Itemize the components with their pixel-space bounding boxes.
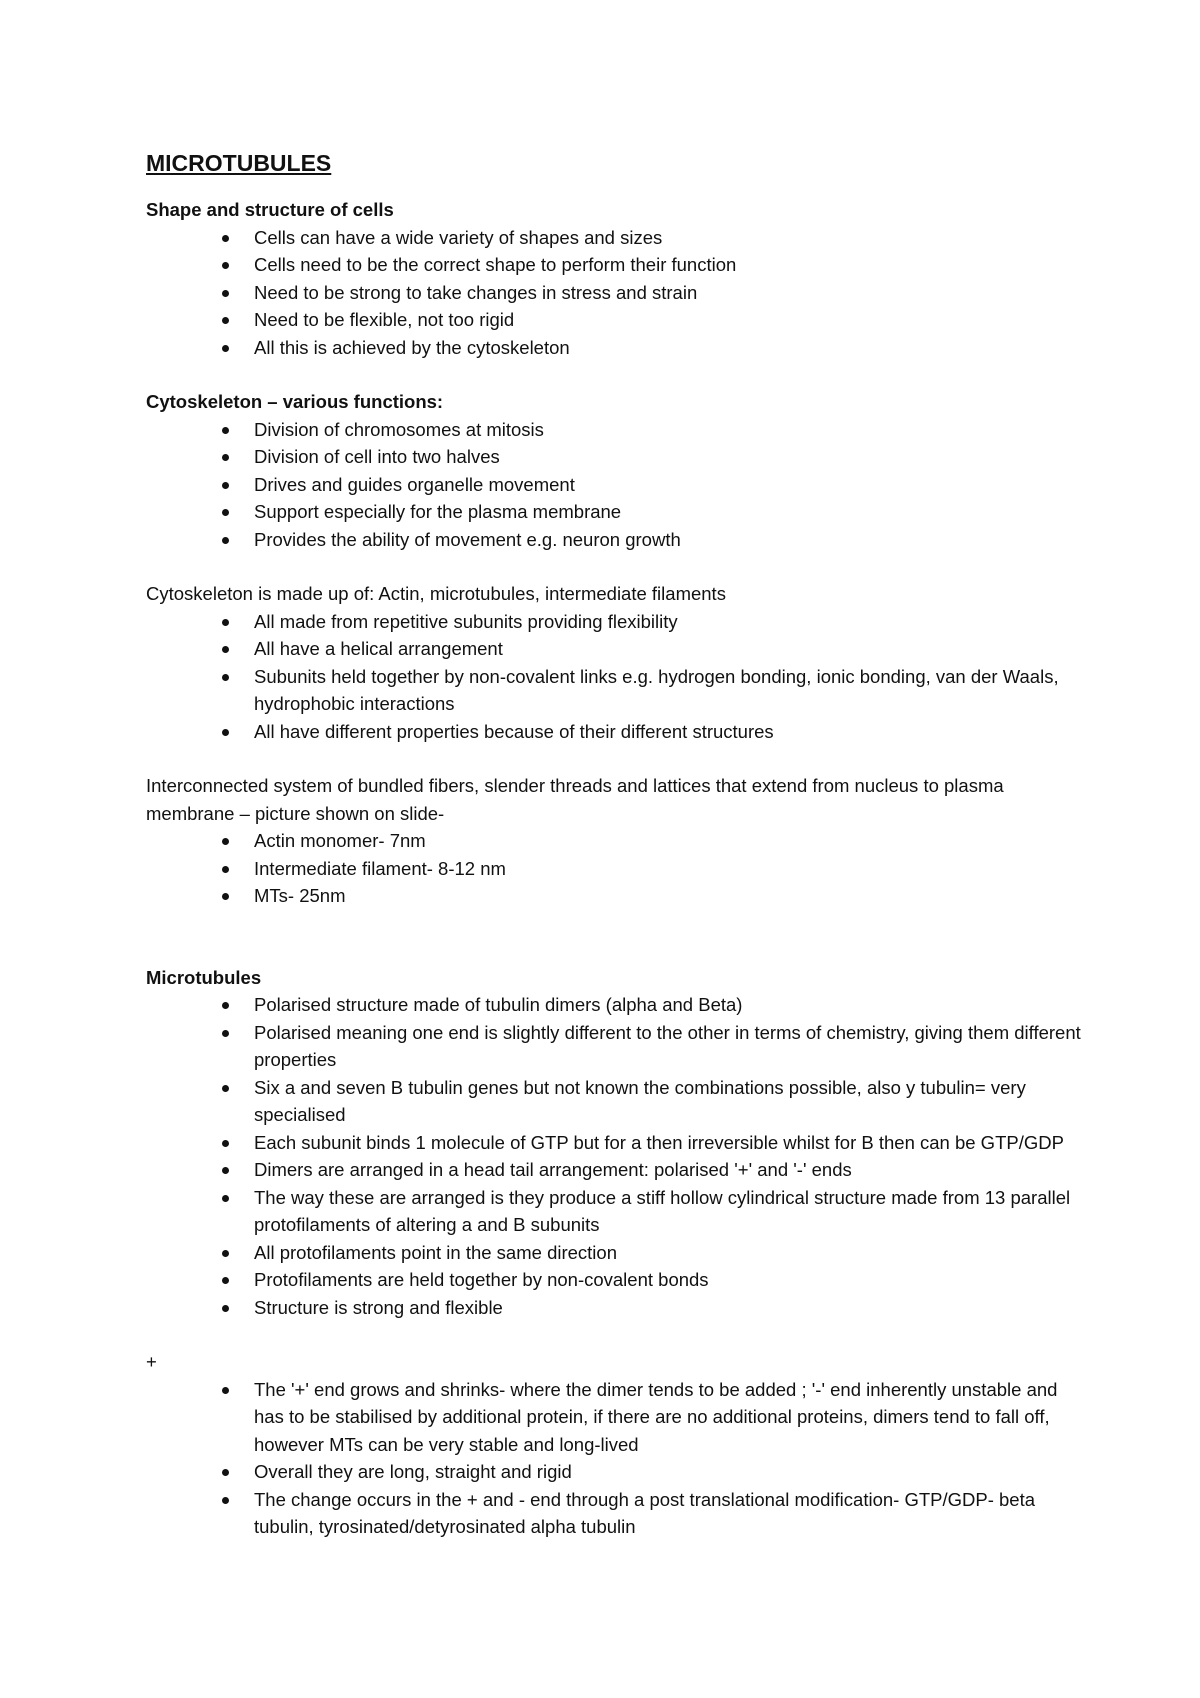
bullet-item: All this is achieved by the cytoskeleton: [146, 334, 1086, 362]
bullet-item: Need to be flexible, not too rigid: [146, 306, 1086, 334]
spacer: [146, 1321, 1086, 1348]
section-heading-cytoskeleton-functions: Cytoskeleton – various functions:: [146, 391, 444, 412]
spacer: [146, 361, 1086, 388]
bullet-item: Each subunit binds 1 molecule of GTP but for a then irreversible whilst for B then can be GTP/GDP: [146, 1129, 1086, 1157]
bullet-item: The way these are arranged is they produce a stiff hollow cylindrical structure made from 13 parallel protofilaments of altering a and B subunits: [146, 1184, 1086, 1239]
bullet-item: Dimers are arranged in a head tail arrangement: polarised '+' and '-' ends: [146, 1156, 1086, 1184]
bullet-item: All made from repetitive subunits providing flexibility: [146, 608, 1086, 636]
section-heading-cytoskeleton-composition: Cytoskeleton is made up of: Actin, microtubules, intermediate filaments: [146, 583, 726, 604]
section-heading-microtubules: Microtubules: [146, 966, 262, 988]
bullet-item: Polarised structure made of tubulin dimers (alpha and Beta): [146, 991, 1086, 1019]
bullet-item: Six a and seven B tubulin genes but not known the combinations possible, also y tubulin= very specialised: [146, 1074, 1086, 1129]
bullet-item: All protofilaments point in the same direction: [146, 1239, 1086, 1267]
section-heading-interconnected-system: Interconnected system of bundled fibers, slender threads and lattices that extend from nucleus to plasma membrane – picture shown on slide-: [146, 775, 1004, 824]
bullet-item: Overall they are long, straight and rigid: [146, 1458, 1086, 1486]
spacer: [146, 745, 1086, 772]
bullet-list-plus-end: [146, 1376, 1086, 1541]
bullet-item: MTs- 25nm: [146, 882, 1086, 910]
bullet-item: Polarised meaning one end is slightly different to the other in terms of chemistry, giving them different properties: [146, 1019, 1086, 1074]
bullet-list-cytoskeleton-composition: [146, 608, 1086, 746]
bullet-item: Cells can have a wide variety of shapes and sizes: [146, 224, 1086, 252]
bullet-item: Division of cell into two halves: [146, 443, 1086, 471]
bullet-item: Provides the ability of movement e.g. neuron growth: [146, 526, 1086, 554]
spacer: [146, 553, 1086, 580]
document-content: [146, 148, 1086, 1541]
section-heading-shape-structure: Shape and structure of cells: [146, 199, 394, 220]
bullet-item: Protofilaments are held together by non-covalent bonds: [146, 1266, 1086, 1294]
section-heading-plus-marker: +: [146, 1351, 157, 1372]
bullet-item: Subunits held together by non-covalent links e.g. hydrogen bonding, ionic bonding, van der Waals, hydrophobic interactions: [146, 663, 1086, 718]
bullet-item: All have a helical arrangement: [146, 635, 1086, 663]
bullet-item: The change occurs in the + and - end through a post translational modification- GTP/GDP- beta tubulin, tyrosinated/detyrosinated alpha tubulin: [146, 1486, 1086, 1541]
bullet-item: Intermediate filament- 8-12 nm: [146, 855, 1086, 883]
bullet-item: Drives and guides organelle movement: [146, 471, 1086, 499]
bullet-item: Actin monomer- 7nm: [146, 827, 1086, 855]
bullet-item: Structure is strong and flexible: [146, 1294, 1086, 1322]
bullet-item: Cells need to be the correct shape to perform their function: [146, 251, 1086, 279]
bullet-list-shape-structure: [146, 224, 1086, 362]
bullet-item: All have different properties because of their different structures: [146, 718, 1086, 746]
bullet-item: Need to be strong to take changes in stress and strain: [146, 279, 1086, 307]
document-title: MICROTUBULES: [146, 150, 332, 176]
bullet-list-microtubules: [146, 991, 1086, 1321]
bullet-item: The '+' end grows and shrinks- where the dimer tends to be added ; '-' end inherently unstable and has to be stabilised by additional protein, if there are no additional proteins, dimers tend to fall off, however MTs can be very stable and long-lived: [146, 1376, 1086, 1459]
bullet-item: Division of chromosomes at mitosis: [146, 416, 1086, 444]
bullet-item: Support especially for the plasma membrane: [146, 498, 1086, 526]
bullet-list-filament-sizes: [146, 827, 1086, 910]
bullet-list-cytoskeleton-functions: [146, 416, 1086, 554]
spacer: [146, 910, 1086, 964]
